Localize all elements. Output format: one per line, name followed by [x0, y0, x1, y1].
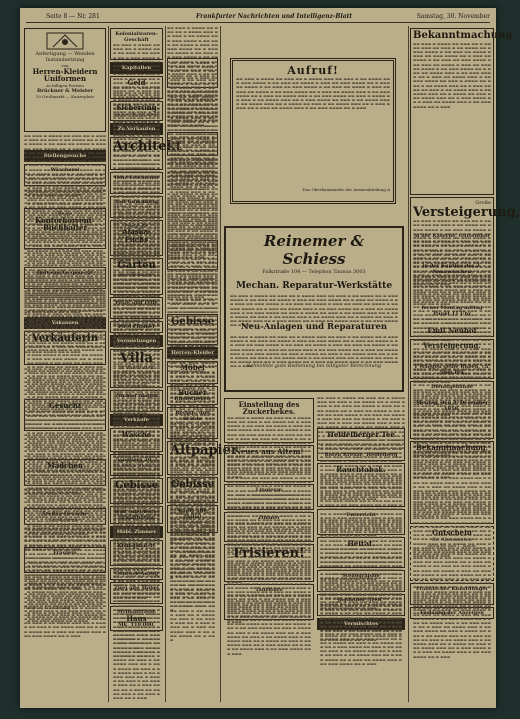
- notice-title: Bekanntmachung: [413, 30, 513, 41]
- ad-small: [110, 478, 163, 505]
- appeal-notice: [230, 58, 396, 204]
- body-text: [113, 153, 160, 167]
- ad-headline: Gebisse: [170, 316, 215, 327]
- body-text: [170, 61, 215, 85]
- ad-text: Roten Kreuze, Heidelberg: [324, 452, 398, 459]
- body-text: [320, 579, 402, 589]
- ad-headline: Haus: [126, 614, 147, 623]
- column-footer: Haupt. 5, 4. 2 Uhr Zug: [24, 604, 71, 610]
- body-text: [170, 243, 215, 267]
- ad-small: [110, 196, 163, 218]
- body-text: [24, 575, 106, 605]
- body-text: [413, 390, 491, 400]
- body-text: [27, 410, 103, 428]
- body-text: [413, 451, 491, 491]
- ad-gebisse: [167, 314, 218, 345]
- column-rule: [108, 26, 109, 702]
- ad-headline: Stellen-Gesuche: [42, 510, 88, 517]
- body-text: [170, 422, 215, 436]
- notice-bekanntmachung-2: [410, 441, 494, 524]
- body-text: [113, 439, 160, 449]
- body-text: [27, 276, 103, 286]
- notice-title: Versteigerung.: [423, 341, 481, 351]
- section-heading-text: Möbl. Zimmer: [116, 529, 157, 535]
- ad-headline: Holz-Eisenbahn: [114, 175, 159, 182]
- ad-headline: schaftlichen: [119, 515, 154, 521]
- body-text: [113, 491, 160, 501]
- notice-subtitle: 1 Waggon gelbe Rüben, ca. 2000 Pfd.: [414, 363, 490, 376]
- section-heading-text: Kapitalien: [121, 65, 152, 71]
- ad-headline: Altpapier: [170, 443, 238, 459]
- ad-headline: Wirt- und Herr-: [114, 509, 159, 515]
- column-rule: [165, 26, 166, 702]
- ad-headline: Gebisse: [114, 479, 159, 491]
- ad-altpapier: [167, 441, 238, 475]
- ad-headline: Mädchen: [46, 460, 84, 470]
- appeal-signature: Das Oberkommando der Armeeabteilung A: [302, 187, 390, 192]
- ad-tea: [317, 428, 405, 461]
- body-text: [24, 251, 106, 265]
- notice-date: Montag, den 2. Dezember 1918,: [415, 399, 489, 412]
- body-text: [113, 371, 160, 385]
- ad-small: [167, 132, 218, 156]
- ad-heidelberger: [224, 445, 314, 482]
- ad-saleswoman: [24, 331, 106, 366]
- ad-headline: Gehrock-Anzug: [115, 571, 158, 577]
- ad-company-address: Falkstraße 104 — Telephon Taunus 3003: [262, 269, 366, 275]
- ad-headline: Villa: [119, 350, 154, 366]
- ad-headline: Wäscherei: [50, 167, 80, 173]
- notice-sugar: [224, 398, 314, 443]
- body-text: [167, 158, 218, 198]
- ad-headline: Heirat.: [347, 538, 375, 548]
- notice-title: Versteigerung,: [413, 204, 520, 220]
- ad-headline: Sandberg 30, I: [115, 456, 158, 463]
- coupon-subtitle: für Abonnenten: [432, 536, 472, 543]
- body-text: [113, 205, 160, 215]
- body-text: [24, 188, 106, 206]
- section-heading-text: Zu Verkaufen: [117, 125, 156, 132]
- ad-footer-text: Schnellste gute Bedienung bei billigster Berechnung: [246, 363, 382, 369]
- column-1: [24, 26, 106, 702]
- ad-headline: Uniformen: [43, 74, 87, 84]
- ad-headline: Pelze und Felle: [115, 299, 158, 306]
- section-heading-text: Vakanzen: [51, 319, 79, 326]
- body-text: [317, 396, 405, 426]
- notice-title: Einstellung des Zuckerhekes.: [238, 400, 300, 417]
- ad-headline: Tanzlehre: [255, 586, 283, 593]
- body-text: [413, 592, 491, 602]
- body-text: [170, 520, 215, 530]
- body-text: [24, 291, 106, 315]
- body-text: [113, 463, 160, 473]
- body-text: [320, 438, 402, 452]
- ad-reinemer-schiess: [224, 226, 404, 392]
- body-text: [227, 561, 311, 579]
- notice-auction: [410, 197, 520, 338]
- ad-service-subtitle: Neu-Anlagen und Reparaturen: [240, 322, 388, 332]
- notice-office: [410, 381, 494, 439]
- ad-tailor: [24, 28, 106, 132]
- ad-headline: Rauchtabak.: [336, 465, 386, 475]
- ad-headline: Voll-Gummizug: [115, 199, 158, 206]
- body-text: [413, 219, 491, 233]
- body-text: [27, 173, 103, 183]
- ad-text: Anfertigung — Wenden: [35, 51, 95, 57]
- section-heading-text: Verkäufe: [124, 417, 149, 424]
- ad-text: Prachtvolle: [124, 223, 148, 229]
- ad-text: für alle Berufe: [50, 516, 80, 522]
- ad-headline: Möbel: [180, 362, 205, 372]
- body-text: [24, 527, 106, 545]
- body-text: [320, 603, 402, 613]
- ad-headline: Zwei Zimmer: [118, 323, 155, 330]
- body-text: [230, 335, 398, 359]
- ad-headline: Mylinastrasse: [117, 609, 156, 615]
- body-text: [27, 344, 103, 362]
- body-text: [113, 549, 160, 563]
- body-text: [227, 493, 311, 507]
- notice-title: Vorläufig der Anzeigen: [420, 609, 484, 616]
- body-text: [113, 181, 160, 191]
- body-text: [27, 469, 103, 483]
- ad-text: zu billigen Preisen: [46, 82, 84, 88]
- header-date: Samstag, 30. November: [416, 13, 490, 20]
- coupon-note: gültig bis zum 1. Januar.: [427, 542, 477, 548]
- ad-small: [110, 172, 163, 194]
- body-text: [413, 350, 491, 364]
- body-text: [320, 518, 402, 532]
- ad-headline: Bücher: [178, 387, 207, 397]
- ad-headline: Bibliotheken: [174, 396, 211, 403]
- body-text: [113, 399, 160, 409]
- running-header: [26, 12, 490, 23]
- ad-headline: Verkäuferin: [31, 332, 99, 344]
- ad-small: [167, 240, 218, 270]
- section-heading-text: Stellengesuche: [43, 153, 87, 159]
- ad-headline: Buchhalter: [42, 223, 88, 233]
- ad-frisieren: [224, 544, 314, 582]
- body-text: [413, 42, 491, 192]
- ad-price: Mk. 110.000.: [118, 622, 155, 629]
- ad-headline: Jagdhund „Treff": [337, 597, 385, 604]
- notice-subtitle: in der Kantine des 2. Nassauischen: [422, 263, 482, 276]
- column-rule: [408, 26, 409, 702]
- body-text: [24, 367, 106, 397]
- column-2: [110, 26, 182, 702]
- body-text: [27, 232, 103, 246]
- body-text: [170, 135, 215, 153]
- ad-fertilizer: [410, 583, 494, 605]
- newspaper-page: [20, 8, 520, 708]
- body-text: [113, 306, 160, 316]
- ad-headline: Neues aus Altem!: [234, 446, 304, 456]
- ad-headline: Herren-Kleidern: [32, 67, 98, 76]
- ad-headline: Gebisse: [170, 478, 215, 490]
- column-right: [410, 26, 520, 702]
- ad-small: [110, 28, 163, 60]
- ad-headline: Bettwäsche gesucht: [36, 269, 94, 276]
- body-text: [170, 371, 215, 381]
- ad-headline: Kleingebäude: [117, 543, 156, 549]
- ad-gebisse-2: [167, 477, 218, 504]
- ad-headline: Kontorkorrent-: [35, 216, 95, 225]
- ad-headline: Fränkischer Kunstdünger: [415, 585, 489, 592]
- ad-advertiser: Brückner & Meister: [36, 87, 93, 94]
- notice-subtitle: in der Kaserne, Guttenthor: [413, 233, 491, 240]
- ad-headline: Kolonialwaren-Geschäft: [115, 31, 158, 43]
- column-3: [167, 26, 238, 702]
- ad-headline: Heidelberger Tee: [327, 430, 395, 439]
- body-text: [170, 458, 215, 472]
- ad-address: 10 Großmarkt — Kaiserplatz: [35, 93, 95, 99]
- coupon-title: Gutschein: [432, 528, 472, 538]
- body-text: [113, 591, 160, 601]
- body-text: [320, 547, 402, 565]
- ad-architect: [110, 137, 182, 171]
- body-text: [113, 278, 160, 292]
- body-text: [320, 474, 402, 504]
- notice-text: Große: [475, 199, 491, 206]
- ad-small: [167, 58, 218, 88]
- ad-headline: Zwei alte Möbel: [114, 585, 159, 591]
- body-text: [236, 77, 390, 187]
- body-text: [230, 294, 398, 318]
- notice-auctioneer: Emil Neuhof: [427, 326, 477, 336]
- header-masthead: Frankfurter Nachrichten und Intelligenz-Blatt: [196, 13, 353, 20]
- body-text: [170, 490, 215, 500]
- section-heading-text: Vermischtes: [343, 621, 379, 628]
- body-text: [170, 328, 215, 342]
- center-left-column: [224, 396, 314, 702]
- body-text: [413, 275, 491, 305]
- section-heading-text: Herren-Kleider: [171, 349, 214, 356]
- body-text: [167, 198, 218, 238]
- ad-small: [110, 297, 163, 319]
- ad-headline: Linoleum: [255, 487, 283, 494]
- notice-bekanntmachung: [410, 28, 513, 195]
- center-right-column: [317, 396, 405, 702]
- notice-title: Dienstgebäude: [431, 383, 473, 390]
- tailor-emblem-icon: [45, 31, 85, 51]
- column-rule: [220, 26, 221, 702]
- ad-text: von: [61, 63, 69, 68]
- body-text: [113, 43, 160, 57]
- ad-headline: Wäsche: [121, 430, 152, 440]
- ad-small: [110, 540, 163, 566]
- ad-company-name: Reinemer & Schiess: [263, 232, 365, 268]
- body-text: [27, 556, 103, 570]
- ad-text: Beste: [57, 211, 73, 217]
- ad-headline: Kaufe alte Möbel: [178, 508, 207, 521]
- ad-headline: Sicherung: [116, 103, 157, 113]
- ad-service-title: Mechan. Reparatur-Werkstätte: [235, 281, 393, 291]
- body-text: [24, 433, 106, 457]
- ad-headline: Zimmer mögen: [115, 393, 158, 400]
- ad-small: [110, 454, 163, 476]
- body-text: [227, 455, 311, 479]
- body-text: [113, 243, 160, 253]
- ad-text: Instandsetzung: [45, 57, 85, 63]
- body-text: [227, 521, 311, 539]
- ad-headline: Gärten: [117, 260, 156, 272]
- body-text: [24, 488, 106, 506]
- ad-text: seiner Kapitalien: [114, 111, 159, 118]
- ad-headline: Stenographie: [342, 573, 380, 580]
- body-text: [113, 86, 160, 96]
- body-text: [413, 491, 491, 521]
- ad-headline: Alaska-Fuchs: [122, 227, 151, 244]
- appeal-title: Aufruf!: [287, 64, 339, 77]
- ad-headline: Zimmer: [258, 515, 280, 522]
- body-text: [413, 548, 491, 578]
- ad-headline: Börsen- und Stühle: [175, 410, 210, 423]
- ad-headline: Fräulein: [53, 549, 77, 556]
- ad-headline: Architekt: [113, 138, 182, 154]
- body-text: [167, 26, 218, 56]
- body-text: [227, 593, 311, 617]
- section-heading-text: Vermietungen: [116, 337, 157, 344]
- notice-title: Bekanntmachung.: [416, 442, 488, 452]
- body-text: [24, 134, 106, 148]
- ad-headline: Geld: [127, 78, 146, 87]
- ad-headline: Gesucht: [48, 401, 82, 411]
- ad-headline: Frisieren!: [233, 546, 305, 562]
- ad-small: [110, 390, 163, 412]
- body-text: [227, 416, 311, 440]
- body-text: [413, 239, 491, 263]
- header-page-number: Seite 8 — Nr. 281: [46, 13, 100, 20]
- body-text: [167, 272, 218, 312]
- body-text: [413, 412, 491, 436]
- ad-small: [110, 582, 163, 604]
- notice-subtitle: ferner Montag mittag Punkt 11 Uhr: [421, 305, 483, 318]
- body-text: [167, 90, 218, 130]
- ad-text: zum Bebauen: [119, 271, 154, 278]
- ad-headline: Unterricht: [346, 511, 376, 518]
- ad-text: in Wiesbaden: [119, 365, 154, 372]
